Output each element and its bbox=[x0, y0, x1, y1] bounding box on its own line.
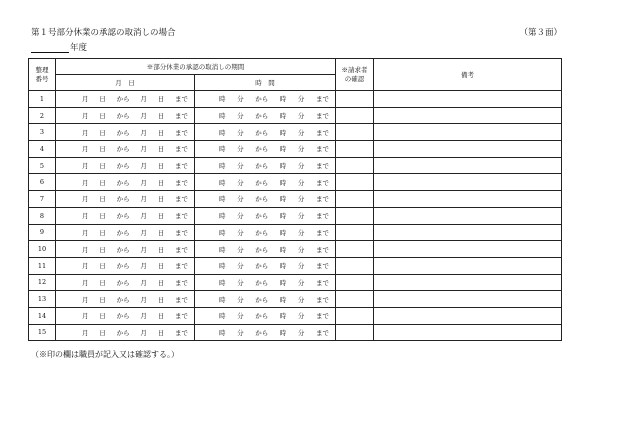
date-range-cell[interactable] bbox=[56, 291, 195, 308]
date-part: まで bbox=[174, 128, 188, 137]
row-number: 11 bbox=[29, 257, 56, 274]
date-part: まで bbox=[174, 212, 188, 221]
date-part: 日 bbox=[99, 328, 106, 337]
time-part: 分 bbox=[297, 262, 305, 271]
date-part: まで bbox=[174, 245, 188, 254]
row-number: 9 bbox=[29, 224, 56, 241]
date-part: 月 bbox=[82, 128, 89, 137]
time-part: 時 bbox=[219, 262, 226, 271]
time-part: まで bbox=[315, 178, 329, 187]
time-part: から bbox=[255, 328, 269, 337]
date-part: まで bbox=[174, 162, 188, 171]
confirm-cell[interactable] bbox=[336, 91, 374, 108]
time-part: まで bbox=[315, 212, 329, 221]
date-part: 日 bbox=[157, 295, 165, 304]
time-part: から bbox=[255, 128, 269, 137]
document-title: 第１号部分休業の承認の取消しの場合 bbox=[31, 28, 176, 38]
date-part: 月 bbox=[82, 162, 89, 171]
date-part: から bbox=[116, 162, 130, 171]
confirm-cell[interactable] bbox=[336, 141, 374, 158]
date-part: から bbox=[116, 295, 130, 304]
table-row bbox=[29, 224, 562, 241]
date-range-cell[interactable] bbox=[56, 307, 195, 324]
time-part: 分 bbox=[297, 128, 305, 137]
time-part: 時 bbox=[219, 145, 226, 154]
row-number: 15 bbox=[29, 324, 56, 341]
row-number: 10 bbox=[29, 241, 56, 258]
time-part: 分 bbox=[237, 162, 244, 171]
time-part: から bbox=[255, 295, 269, 304]
date-part: 日 bbox=[157, 312, 165, 321]
time-part: 分 bbox=[297, 295, 305, 304]
date-part: まで bbox=[174, 95, 188, 104]
date-range-cell[interactable] bbox=[56, 257, 195, 274]
time-part: まで bbox=[315, 262, 329, 271]
time-part: まで bbox=[315, 228, 329, 237]
table-row bbox=[29, 241, 562, 258]
row-number: 12 bbox=[29, 274, 56, 291]
table-row bbox=[29, 274, 562, 291]
table-body bbox=[29, 91, 562, 341]
time-part: まで bbox=[315, 195, 329, 204]
time-range-cell[interactable] bbox=[195, 241, 336, 258]
remarks-cell[interactable] bbox=[374, 91, 562, 108]
header-confirm-line1: ※請求者 bbox=[341, 65, 368, 74]
date-part: 日 bbox=[157, 128, 165, 137]
header-confirm-line2: の確認 bbox=[344, 74, 365, 83]
date-part: 月 bbox=[140, 262, 147, 271]
time-part: 時 bbox=[219, 228, 226, 237]
date-part: 日 bbox=[99, 312, 106, 321]
table-row bbox=[29, 291, 562, 308]
time-part: 時 bbox=[219, 178, 226, 187]
time-part: 時 bbox=[279, 262, 287, 271]
time-part: 分 bbox=[237, 328, 244, 337]
time-part: まで bbox=[315, 112, 329, 121]
confirm-cell[interactable] bbox=[336, 224, 374, 241]
time-part: 時 bbox=[279, 278, 287, 287]
time-part: 時 bbox=[219, 162, 226, 171]
date-part: 日 bbox=[99, 278, 106, 287]
table-row bbox=[29, 191, 562, 208]
time-part: 時 bbox=[279, 145, 287, 154]
date-part: 日 bbox=[99, 178, 106, 187]
date-part: 月 bbox=[140, 112, 147, 121]
time-part: 時 bbox=[219, 128, 226, 137]
date-part: 月 bbox=[82, 95, 89, 104]
date-part: まで bbox=[174, 295, 188, 304]
confirm-cell[interactable] bbox=[336, 274, 374, 291]
date-part: 月 bbox=[140, 128, 147, 137]
date-part: 月 bbox=[82, 262, 89, 271]
date-part: 月 bbox=[82, 212, 89, 221]
time-part: 分 bbox=[237, 178, 244, 187]
table-row bbox=[29, 324, 562, 341]
confirm-cell[interactable] bbox=[336, 324, 374, 341]
date-part: 日 bbox=[99, 162, 106, 171]
date-part: 日 bbox=[157, 178, 165, 187]
time-part: 分 bbox=[237, 278, 244, 287]
time-range-cell[interactable] bbox=[195, 91, 336, 108]
date-range-cell[interactable] bbox=[56, 324, 195, 341]
date-part: まで bbox=[174, 228, 188, 237]
time-part: 時 bbox=[279, 162, 287, 171]
confirm-cell[interactable] bbox=[336, 107, 374, 124]
remarks-cell[interactable] bbox=[374, 157, 562, 174]
confirm-cell[interactable] bbox=[336, 257, 374, 274]
remarks-cell[interactable] bbox=[374, 207, 562, 224]
table-row bbox=[29, 207, 562, 224]
time-part: から bbox=[255, 312, 269, 321]
header-period: ※部分休業の承認の取消しの期間 bbox=[56, 59, 336, 75]
date-part: 月 bbox=[140, 212, 147, 221]
time-part: まで bbox=[315, 328, 329, 337]
date-part: 日 bbox=[99, 128, 106, 137]
time-range-cell[interactable] bbox=[195, 307, 336, 324]
date-part: から bbox=[116, 112, 130, 121]
time-part: まで bbox=[315, 278, 329, 287]
cancellation-table bbox=[28, 58, 562, 341]
date-range-cell[interactable] bbox=[56, 157, 195, 174]
row-number: 1 bbox=[29, 91, 56, 108]
time-part: から bbox=[255, 195, 269, 204]
time-part: 分 bbox=[297, 228, 305, 237]
date-range-cell[interactable] bbox=[56, 224, 195, 241]
header-confirm bbox=[336, 59, 374, 91]
remarks-cell[interactable] bbox=[374, 257, 562, 274]
date-part: 日 bbox=[157, 328, 165, 337]
date-part: から bbox=[116, 145, 130, 154]
date-part: 月 bbox=[82, 312, 89, 321]
time-part: 分 bbox=[237, 95, 244, 104]
table-row bbox=[29, 141, 562, 158]
time-part: 時 bbox=[279, 228, 287, 237]
date-part: 月 bbox=[82, 295, 89, 304]
date-part: 月 bbox=[140, 228, 147, 237]
time-part: 分 bbox=[237, 212, 244, 221]
time-part: 時 bbox=[219, 278, 226, 287]
date-part: から bbox=[116, 278, 130, 287]
time-part: から bbox=[255, 145, 269, 154]
row-number: 13 bbox=[29, 291, 56, 308]
date-range-cell[interactable] bbox=[56, 141, 195, 158]
time-part: まで bbox=[315, 312, 329, 321]
date-part: から bbox=[116, 195, 130, 204]
table-row bbox=[29, 157, 562, 174]
date-part: 日 bbox=[157, 262, 165, 271]
time-part: 時 bbox=[279, 245, 287, 254]
date-part: 月 bbox=[140, 195, 147, 204]
fiscal-year bbox=[31, 41, 87, 53]
date-part: 日 bbox=[157, 95, 165, 104]
time-part: から bbox=[255, 95, 269, 104]
date-part: 月 bbox=[82, 178, 89, 187]
date-part: 日 bbox=[99, 245, 106, 254]
table-row bbox=[29, 307, 562, 324]
time-range-cell[interactable] bbox=[195, 274, 336, 291]
date-range-cell[interactable] bbox=[56, 191, 195, 208]
date-part: から bbox=[116, 95, 130, 104]
date-part: 月 bbox=[140, 312, 147, 321]
time-part: 時 bbox=[279, 212, 287, 221]
date-part: 月 bbox=[140, 178, 147, 187]
date-part: から bbox=[116, 128, 130, 137]
date-part: 日 bbox=[157, 162, 165, 171]
time-part: 分 bbox=[297, 195, 305, 204]
remarks-cell[interactable] bbox=[374, 191, 562, 208]
remarks-cell[interactable] bbox=[374, 291, 562, 308]
time-range-cell[interactable] bbox=[195, 107, 336, 124]
time-range-cell[interactable] bbox=[195, 157, 336, 174]
header-date: 月 日 bbox=[56, 75, 195, 91]
time-part: 時 bbox=[219, 312, 226, 321]
confirm-cell[interactable] bbox=[336, 174, 374, 191]
date-part: 日 bbox=[157, 245, 165, 254]
header-time: 時 間 bbox=[195, 75, 336, 91]
date-part: 月 bbox=[140, 295, 147, 304]
remarks-cell[interactable] bbox=[374, 274, 562, 291]
remarks-cell[interactable] bbox=[374, 224, 562, 241]
date-range-cell[interactable] bbox=[56, 207, 195, 224]
date-part: 日 bbox=[99, 95, 106, 104]
date-part: 月 bbox=[82, 112, 89, 121]
remarks-cell[interactable] bbox=[374, 241, 562, 258]
table-row bbox=[29, 107, 562, 124]
date-part: まで bbox=[174, 145, 188, 154]
confirm-cell[interactable] bbox=[336, 291, 374, 308]
footnote: （※印の欄は職員が記入又は確認する。） bbox=[31, 350, 179, 359]
time-part: 分 bbox=[297, 245, 305, 254]
time-part: まで bbox=[315, 245, 329, 254]
confirm-cell[interactable] bbox=[336, 124, 374, 141]
date-part: 日 bbox=[157, 112, 165, 121]
remarks-cell[interactable] bbox=[374, 307, 562, 324]
date-part: から bbox=[116, 212, 130, 221]
date-part: から bbox=[116, 312, 130, 321]
remarks-cell[interactable] bbox=[374, 107, 562, 124]
time-part: 分 bbox=[297, 95, 305, 104]
date-part: 月 bbox=[140, 245, 147, 254]
page-label: （第３面） bbox=[519, 28, 562, 38]
date-part: 月 bbox=[82, 278, 89, 287]
time-part: 分 bbox=[297, 278, 305, 287]
time-range-cell[interactable] bbox=[195, 141, 336, 158]
remarks-cell[interactable] bbox=[374, 141, 562, 158]
time-part: 時 bbox=[279, 178, 287, 187]
date-part: から bbox=[116, 178, 130, 187]
time-range-cell[interactable] bbox=[195, 224, 336, 241]
date-range-cell[interactable] bbox=[56, 241, 195, 258]
date-part: 日 bbox=[99, 195, 106, 204]
time-part: から bbox=[255, 245, 269, 254]
remarks-cell[interactable] bbox=[374, 124, 562, 141]
date-part: 日 bbox=[99, 228, 106, 237]
date-part: 日 bbox=[99, 112, 106, 121]
time-range-cell[interactable] bbox=[195, 124, 336, 141]
time-part: 時 bbox=[219, 328, 226, 337]
time-part: 時 bbox=[279, 295, 287, 304]
time-part: 分 bbox=[237, 228, 244, 237]
date-part: まで bbox=[174, 195, 188, 204]
time-part: 分 bbox=[237, 195, 244, 204]
time-part: 時 bbox=[279, 128, 287, 137]
date-part: 日 bbox=[99, 262, 106, 271]
date-part: 月 bbox=[140, 145, 147, 154]
row-number: 4 bbox=[29, 141, 56, 158]
time-part: から bbox=[255, 178, 269, 187]
time-part: 時 bbox=[279, 95, 287, 104]
remarks-cell[interactable] bbox=[374, 324, 562, 341]
time-range-cell[interactable] bbox=[195, 207, 336, 224]
date-part: 月 bbox=[140, 95, 147, 104]
date-part: まで bbox=[174, 312, 188, 321]
date-part: 日 bbox=[99, 212, 106, 221]
row-number: 7 bbox=[29, 191, 56, 208]
time-part: 時 bbox=[219, 212, 226, 221]
date-part: 日 bbox=[157, 212, 165, 221]
time-range-cell[interactable] bbox=[195, 257, 336, 274]
table-row bbox=[29, 91, 562, 108]
date-part: 日 bbox=[157, 145, 165, 154]
time-part: まで bbox=[315, 95, 329, 104]
time-part: 分 bbox=[237, 312, 244, 321]
row-number: 5 bbox=[29, 157, 56, 174]
header-number bbox=[29, 59, 56, 91]
time-part: 時 bbox=[219, 295, 226, 304]
confirm-cell[interactable] bbox=[336, 191, 374, 208]
date-range-cell[interactable] bbox=[56, 107, 195, 124]
time-part: 時 bbox=[219, 95, 226, 104]
row-number: 6 bbox=[29, 174, 56, 191]
date-part: から bbox=[116, 228, 130, 237]
time-part: 時 bbox=[219, 195, 226, 204]
time-part: 分 bbox=[297, 145, 305, 154]
date-part: まで bbox=[174, 262, 188, 271]
date-part: まで bbox=[174, 178, 188, 187]
date-part: 日 bbox=[99, 145, 106, 154]
time-part: 分 bbox=[237, 245, 244, 254]
date-part: 月 bbox=[140, 278, 147, 287]
time-part: 分 bbox=[297, 312, 305, 321]
date-part: まで bbox=[174, 328, 188, 337]
date-part: 日 bbox=[157, 228, 165, 237]
time-part: 分 bbox=[237, 295, 244, 304]
date-part: まで bbox=[174, 278, 188, 287]
time-part: から bbox=[255, 162, 269, 171]
date-range-cell[interactable] bbox=[56, 274, 195, 291]
time-range-cell[interactable] bbox=[195, 191, 336, 208]
time-part: 分 bbox=[297, 178, 305, 187]
date-range-cell[interactable] bbox=[56, 91, 195, 108]
time-part: まで bbox=[315, 162, 329, 171]
date-part: から bbox=[116, 245, 130, 254]
time-part: 分 bbox=[297, 212, 305, 221]
header-number-line1: 整理 bbox=[35, 65, 49, 74]
date-range-cell[interactable] bbox=[56, 174, 195, 191]
confirm-cell[interactable] bbox=[336, 157, 374, 174]
date-part: 月 bbox=[82, 195, 89, 204]
date-part: 月 bbox=[82, 328, 89, 337]
year-blank-line[interactable] bbox=[31, 44, 69, 53]
time-part: から bbox=[255, 228, 269, 237]
date-part: 月 bbox=[82, 145, 89, 154]
time-part: 時 bbox=[279, 112, 287, 121]
date-part: 月 bbox=[140, 162, 147, 171]
row-number: 14 bbox=[29, 307, 56, 324]
date-part: 日 bbox=[99, 295, 106, 304]
confirm-cell[interactable] bbox=[336, 307, 374, 324]
row-number: 2 bbox=[29, 107, 56, 124]
date-part: 日 bbox=[157, 195, 165, 204]
row-number: 8 bbox=[29, 207, 56, 224]
table-row bbox=[29, 257, 562, 274]
table-row bbox=[29, 174, 562, 191]
time-part: 時 bbox=[219, 112, 226, 121]
time-part: まで bbox=[315, 295, 329, 304]
time-part: から bbox=[255, 112, 269, 121]
date-part: 月 bbox=[140, 328, 147, 337]
time-range-cell[interactable] bbox=[195, 291, 336, 308]
time-part: 分 bbox=[297, 328, 305, 337]
date-part: から bbox=[116, 262, 130, 271]
header-remarks: 備考 bbox=[374, 59, 562, 91]
table-row bbox=[29, 124, 562, 141]
time-part: 時 bbox=[279, 328, 287, 337]
time-part: 分 bbox=[297, 112, 305, 121]
header-number-line2: 番号 bbox=[35, 74, 49, 83]
time-part: から bbox=[255, 262, 269, 271]
time-range-cell[interactable] bbox=[195, 174, 336, 191]
time-part: まで bbox=[315, 128, 329, 137]
remarks-cell[interactable] bbox=[374, 174, 562, 191]
time-part: 時 bbox=[219, 245, 226, 254]
row-number: 3 bbox=[29, 124, 56, 141]
date-part: 月 bbox=[82, 245, 89, 254]
year-label: 年度 bbox=[70, 43, 88, 53]
date-range-cell[interactable] bbox=[56, 124, 195, 141]
confirm-cell[interactable] bbox=[336, 207, 374, 224]
time-part: 時 bbox=[279, 312, 287, 321]
time-part: 時 bbox=[279, 195, 287, 204]
time-part: 分 bbox=[237, 145, 244, 154]
date-part: 日 bbox=[157, 278, 165, 287]
confirm-cell[interactable] bbox=[336, 241, 374, 258]
date-part: から bbox=[116, 328, 130, 337]
date-part: 月 bbox=[82, 228, 89, 237]
time-part: まで bbox=[315, 145, 329, 154]
time-part: から bbox=[255, 278, 269, 287]
time-range-cell[interactable] bbox=[195, 324, 336, 341]
time-part: 分 bbox=[237, 262, 244, 271]
time-part: 分 bbox=[237, 128, 244, 137]
time-part: 分 bbox=[237, 112, 244, 121]
date-part: まで bbox=[174, 112, 188, 121]
time-part: 分 bbox=[297, 162, 305, 171]
time-part: から bbox=[255, 212, 269, 221]
